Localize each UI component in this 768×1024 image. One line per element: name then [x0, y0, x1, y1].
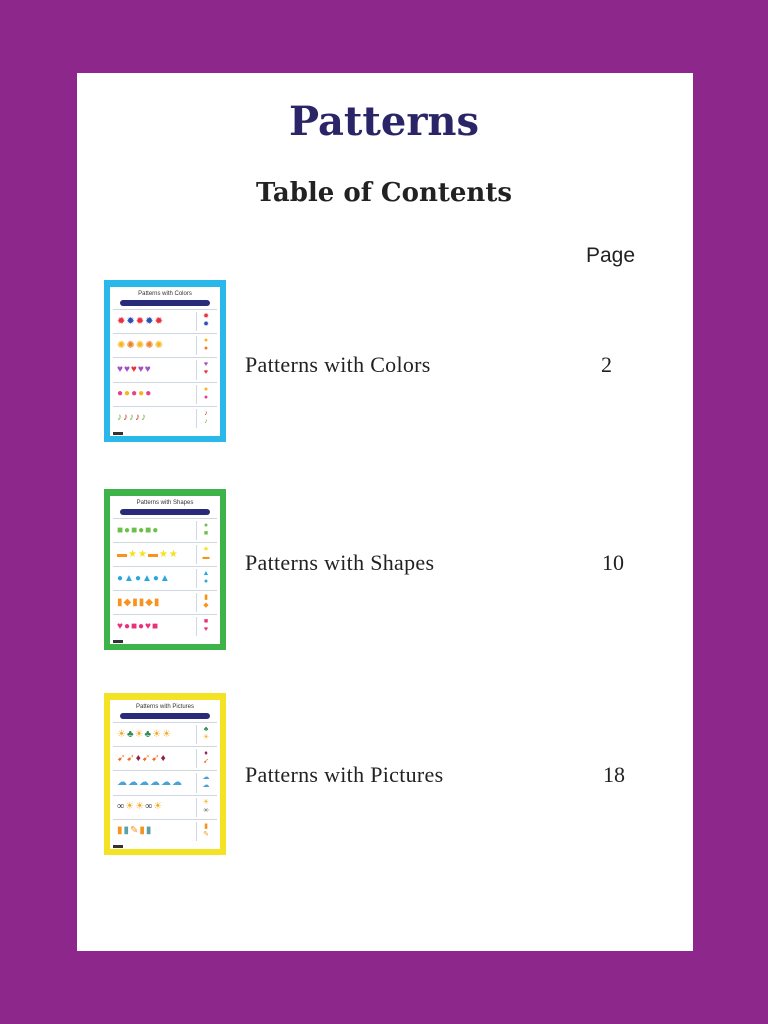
thumbnail-row: ♪♪♪♪♪ ♪ ♪: [113, 406, 217, 430]
thumbnail-row: ✹✹✹✹✹ ✹ ✹: [113, 309, 217, 333]
toc-heading: Table of Contents: [256, 178, 512, 208]
thumbnail-page: [110, 496, 220, 644]
toc-entry-label[interactable]: Patterns with Shapes: [245, 550, 435, 575]
page-column-header: Page: [586, 244, 636, 267]
thumbnail-row: ♥●■●♥■ ■ ♥: [113, 614, 217, 638]
toc-entry-page: 18: [603, 762, 625, 787]
thumbnail-title: Patterns with Pictures: [135, 704, 195, 710]
thumbnail-row: ●●●●● ● ●: [113, 382, 217, 406]
thumbnail-grid: [113, 309, 217, 430]
thumbnail-row: ▮▮✎▮▮ ▮ ✎: [113, 819, 217, 843]
thumbnail-grid: [113, 518, 217, 638]
thumbnail-page: [110, 700, 220, 849]
toc-entry-label[interactable]: Patterns with Pictures: [245, 762, 444, 787]
thumbnail-patterns-with-colors[interactable]: [104, 280, 226, 442]
thumbnail-footer-logo: [113, 845, 123, 848]
thumbnail-patterns-with-pictures[interactable]: [104, 693, 226, 855]
thumbnail-banner: [120, 509, 210, 515]
thumbnail-banner: [120, 300, 210, 306]
thumbnail-footer-logo: [113, 432, 123, 435]
thumbnail-row: ➹➹♦➹➹♦ ♦ ➹: [113, 746, 217, 770]
toc-entry-page: 10: [602, 550, 624, 575]
thumbnail-row: ∞☀☀∞☀ ☀ ∞: [113, 795, 217, 819]
thumbnail-page: [110, 287, 220, 436]
document-title: Patterns: [289, 98, 479, 145]
toc-entry-page: 2: [601, 352, 612, 377]
thumbnail-row: ♥♥♥♥♥ ♥ ♥: [113, 357, 217, 381]
thumbnail-row: ▮◆▮▮◆▮ ▮ ◆: [113, 590, 217, 614]
thumbnail-row: ▬★★▬★★ ★ ▬: [113, 542, 217, 566]
thumbnail-title: Patterns with Colors: [138, 291, 192, 297]
thumbnail-footer-logo: [113, 640, 123, 643]
thumbnail-row: ☀♣☀♣☀☀ ♣ ☀: [113, 722, 217, 746]
thumbnail-grid: [113, 722, 217, 843]
toc-entry-label[interactable]: Patterns with Colors: [245, 352, 431, 377]
thumbnail-row: ■●■●■● ● ■: [113, 518, 217, 542]
thumbnail-row: ●▲●▲●▲ ▲ ●: [113, 566, 217, 590]
thumbnail-patterns-with-shapes[interactable]: [104, 489, 226, 650]
thumbnail-banner: [120, 713, 210, 719]
thumbnail-row: ✺✺✺✺✺ ● ●: [113, 333, 217, 357]
thumbnail-title: Patterns with Shapes: [136, 500, 194, 506]
thumbnail-row: ☁☁☁☁☁☁ ☁ ☁: [113, 770, 217, 794]
